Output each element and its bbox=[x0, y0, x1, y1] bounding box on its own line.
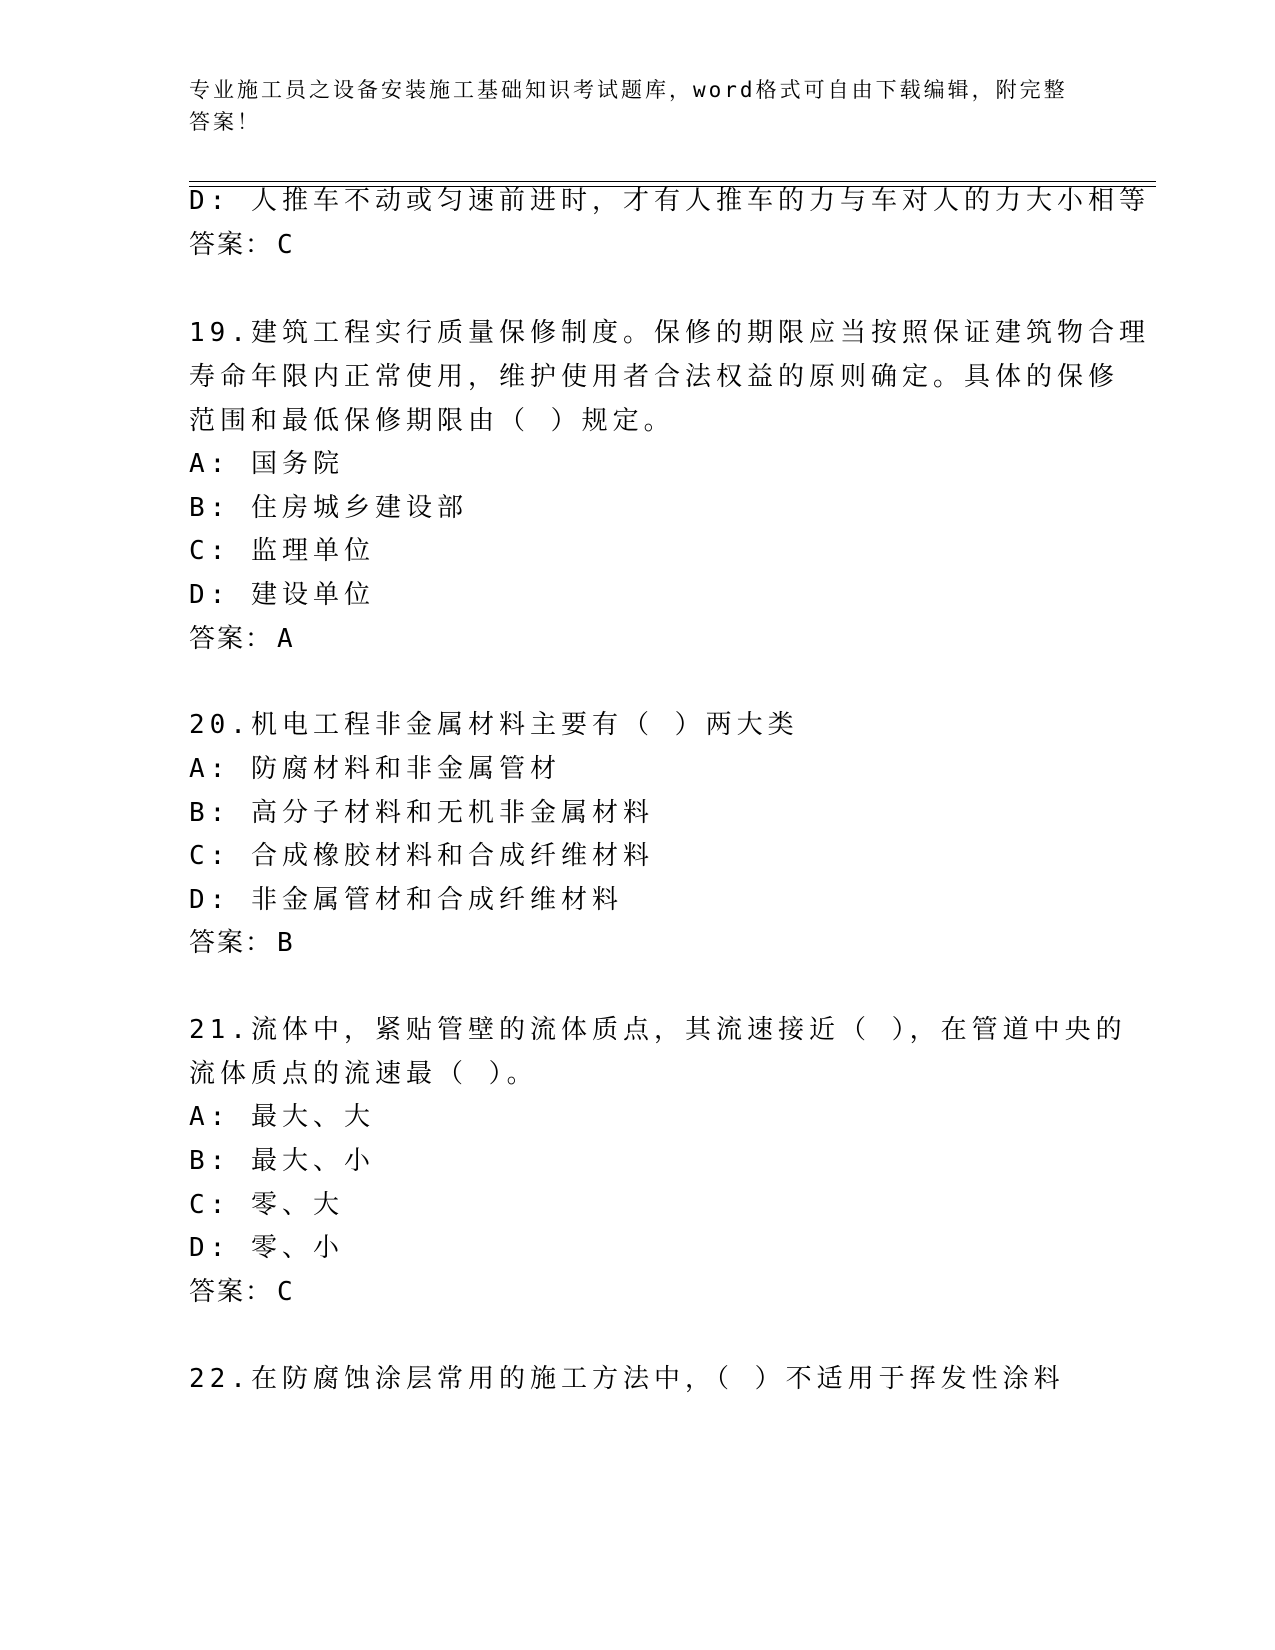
option-a: A: 最大、大 bbox=[189, 1102, 375, 1132]
answer-label: 答案： bbox=[189, 1277, 274, 1307]
question-stem-line: 21.流体中，紧贴管壁的流体质点，其流速接近（ ），在管道中央的 bbox=[189, 1015, 1127, 1045]
answer-label: 答案： bbox=[189, 624, 274, 654]
question-stem-line: 19.建筑工程实行质量保修制度。保修的期限应当按照保证建筑物合理 bbox=[189, 318, 1150, 348]
option-b: B: 最大、小 bbox=[189, 1146, 375, 1176]
question-stem-line: 22.在防腐蚀涂层常用的施工方法中，（ ）不适用于挥发性涂料 bbox=[189, 1364, 1065, 1394]
question-stem-line: 范围和最低保修期限由（ ）规定。 bbox=[189, 406, 675, 436]
option-b: B: 住房城乡建设部 bbox=[189, 493, 468, 523]
answer-line bbox=[189, 926, 295, 960]
answer-line bbox=[189, 1275, 295, 1309]
option-a: A: 防腐材料和非金属管材 bbox=[189, 754, 561, 784]
question-stem-line: 流体质点的流速最（ ）。 bbox=[189, 1059, 538, 1089]
answer-value: C bbox=[277, 1277, 295, 1307]
option-c: C: 零、大 bbox=[189, 1190, 344, 1220]
option-d: D: 人推车不动或匀速前进时，才有人推车的力与车对人的力大小相等 bbox=[189, 186, 1150, 216]
answer-value: B bbox=[277, 928, 295, 958]
option-c: C: 监理单位 bbox=[189, 536, 375, 566]
answer-label: 答案： bbox=[189, 230, 274, 260]
question-stem-line: 20.机电工程非金属材料主要有（ ）两大类 bbox=[189, 710, 799, 740]
header-divider-top bbox=[189, 181, 1156, 182]
answer-value: A bbox=[277, 624, 295, 654]
answer-line bbox=[189, 228, 295, 262]
option-d: D: 建设单位 bbox=[189, 580, 375, 610]
answer-line bbox=[189, 622, 295, 656]
option-d: D: 非金属管材和合成纤维材料 bbox=[189, 885, 623, 915]
option-d: D: 零、小 bbox=[189, 1233, 344, 1263]
answer-value: C bbox=[277, 230, 295, 260]
option-a: A: 国务院 bbox=[189, 449, 344, 479]
document-header: 专业施工员之设备安装施工基础知识考试题库，word格式可自由下载编辑，附完整答案！ bbox=[189, 78, 1068, 134]
option-c: C: 合成橡胶材料和合成纤维材料 bbox=[189, 841, 654, 871]
question-stem-line: 寿命年限内正常使用，维护使用者合法权益的原则确定。具体的保修 bbox=[189, 362, 1120, 392]
answer-label: 答案： bbox=[189, 928, 274, 958]
option-b: B: 高分子材料和无机非金属材料 bbox=[189, 798, 654, 828]
